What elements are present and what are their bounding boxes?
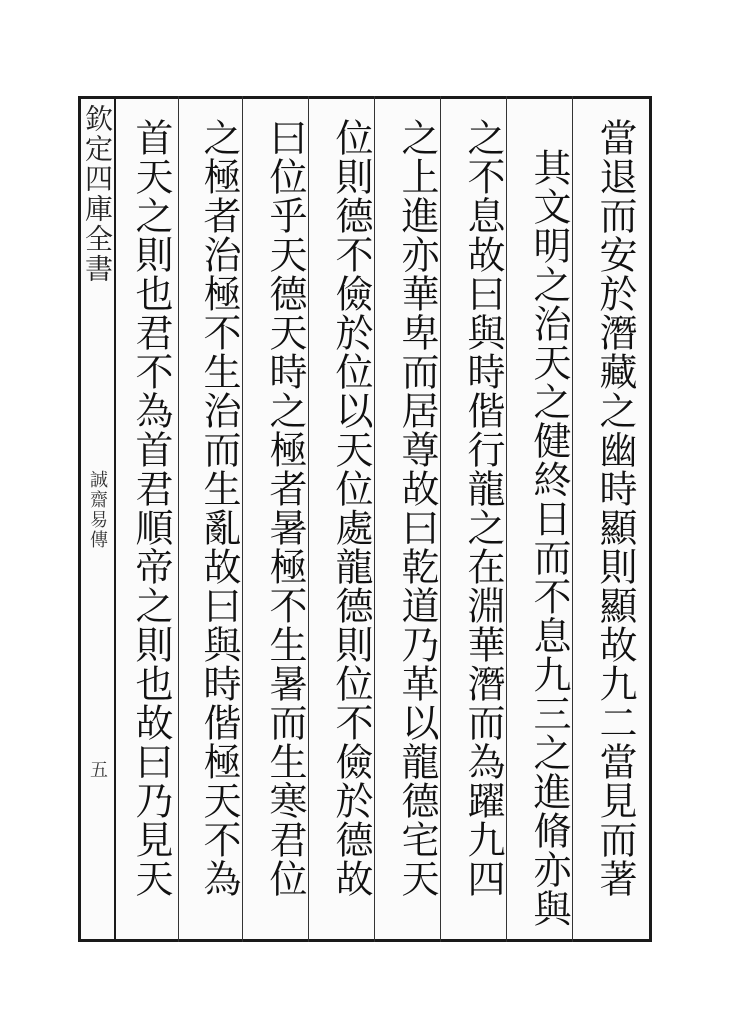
page-number: 五 <box>87 760 108 778</box>
text-column: 當退而安於潛藏之幽時顯則顯故九二當見而著 <box>593 118 637 898</box>
column-rule <box>178 96 179 942</box>
text-column: 首天之則也君不為首君順帝之則也故曰乃見天 <box>129 118 173 898</box>
text-column: 之極者治極不生治而生亂故曰與時偕極天不為 <box>197 118 241 898</box>
book-title: 欽定四庫全書 <box>81 104 114 284</box>
text-column: 位則德不儉於位以天位處龍德則位不儉於德故 <box>329 118 373 898</box>
text-column: 曰位乎天德天時之極者暑極不生暑而生寒君位 <box>263 118 307 898</box>
text-column: 之不息故曰與時偕行龍之在淵華潛而為躍九四 <box>461 118 505 898</box>
text-column: 之上進亦華卑而居尊故曰乾道乃革以龍德宅天 <box>395 118 439 898</box>
text-column: 其文明之治天之健終日而不息九三之進脩亦與 <box>527 148 571 928</box>
volume-title: 誠齋易傳 <box>87 470 108 550</box>
